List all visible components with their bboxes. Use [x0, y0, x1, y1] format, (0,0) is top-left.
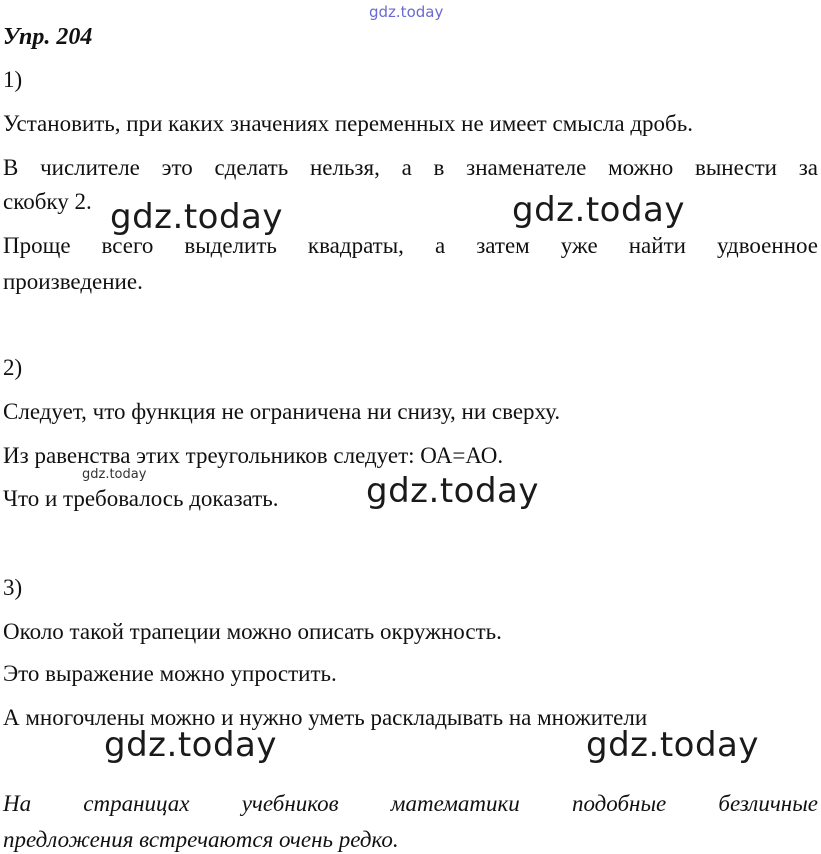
footer-line-1: На страницах учебников математики подобные безличные: [3, 791, 818, 816]
watermark-large-4: gdz.today: [104, 725, 277, 765]
watermark-large-1: gdz.today: [110, 197, 283, 237]
section-1-line-2: В числителе это сделать нельзя, а в знаменателе можно вынести за: [3, 155, 818, 180]
section-1-line-3: скобку 2.: [3, 189, 92, 214]
exercise-title: Упр. 204: [3, 24, 93, 50]
watermark-small: gdz.today: [82, 467, 147, 482]
watermark-large-5: gdz.today: [586, 725, 759, 765]
watermark-large-2: gdz.today: [512, 190, 685, 230]
section-2-line-1: Следует, что функция не ограничена ни снизу, ни сверху.: [3, 399, 561, 424]
watermark-top: gdz.today: [369, 3, 444, 21]
section-3-line-1: Около такой трапеции можно описать окружность.: [3, 619, 502, 644]
watermark-large-3: gdz.today: [366, 471, 539, 511]
section-1-line-4: Проще всего выделить квадраты, а затем уже найти удвоенное: [3, 233, 818, 258]
footer-line-2: предложения встречаются очень редко.: [3, 827, 399, 852]
section-2-line-3: Что и требовалось доказать.: [3, 486, 279, 511]
section-3-line-2: Это выражение можно упростить.: [3, 661, 337, 686]
section-2-line-2: Из равенства этих треугольников следует: ОА=АО.: [3, 443, 504, 468]
section-3-number: 3): [3, 575, 23, 600]
section-3-line-3: А многочлены можно и нужно уметь раскладывать на множители: [3, 705, 648, 730]
section-2-number: 2): [3, 355, 23, 380]
section-1-number: 1): [3, 67, 23, 92]
section-1-line-5: произведение.: [3, 269, 143, 294]
section-1-line-1: Установить, при каких значениях переменных не имеет смысла дробь.: [3, 111, 693, 136]
